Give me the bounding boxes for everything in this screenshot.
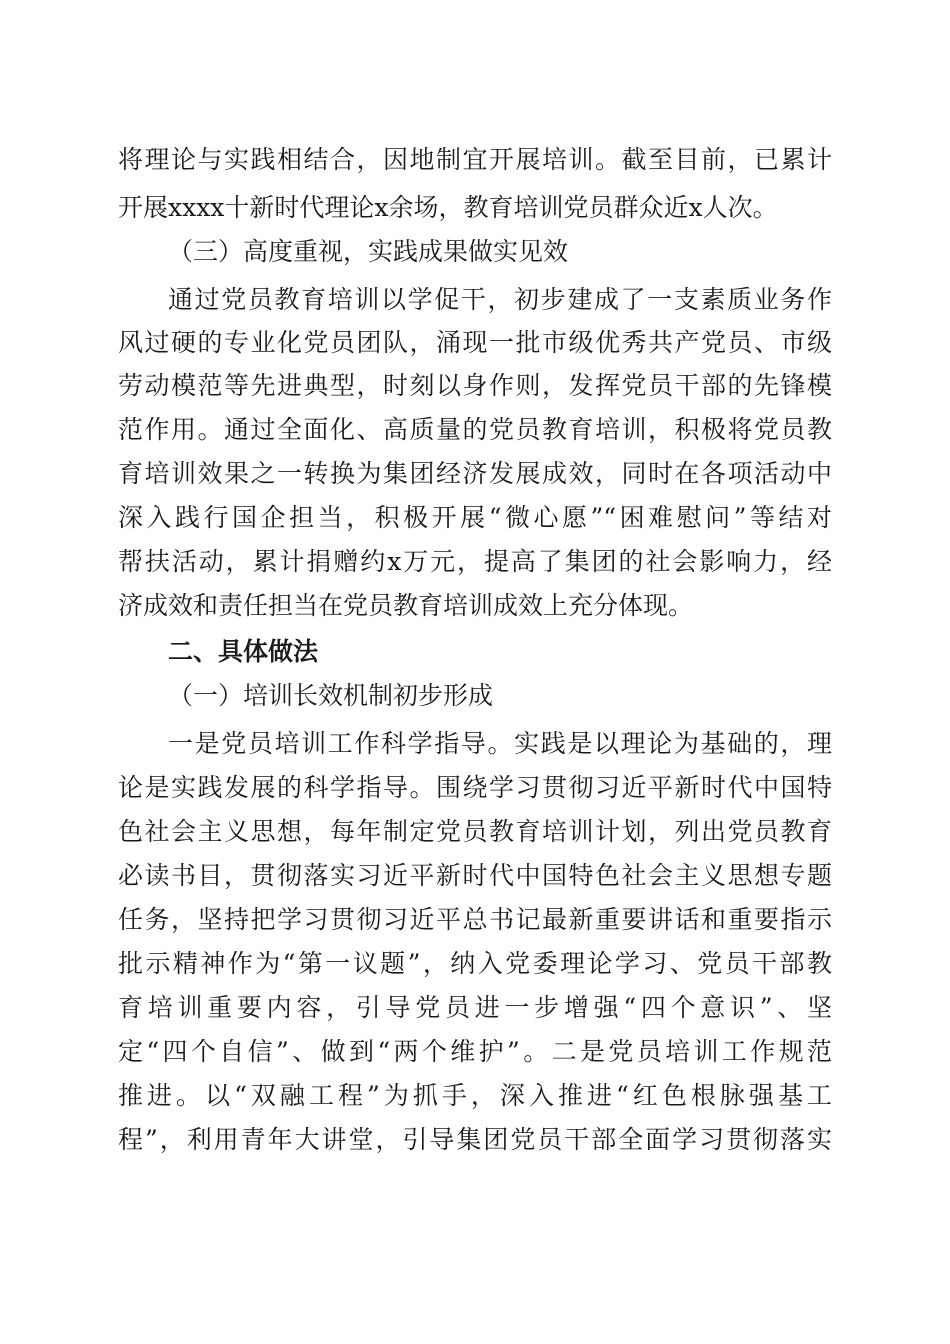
section-1-line-9: 推进。以“双融工程”为抓手，深入推进“红色根脉强基工: [118, 1081, 832, 1110]
intro-line-2: 开展xxxx十新时代理论x余场，教育培训党员群众近x人次。: [118, 193, 778, 222]
section-3-line-6: 深入践行国企担当，积极开展“微心愿”“困难慰问”等结对: [118, 503, 832, 532]
section-3-line-7: 帮扶活动，累计捐赠约x万元，提高了集团的社会影响力，经: [118, 547, 832, 576]
section-1-line-1: 一是党员培训工作科学指导。实践是以理论为基础的，理: [168, 729, 832, 758]
intro-line-1: 将理论与实践相结合，因地制宜开展培训。截至目前，已累计: [118, 145, 832, 174]
section-3-line-3: 劳动模范等先进典型，时刻以身作则，发挥党员干部的先锋模: [118, 371, 832, 400]
section-3-line-1: 通过党员教育培训以学促干，初步建成了一支素质业务作: [168, 285, 832, 314]
section-1-line-5: 任务，坚持把学习贯彻习近平总书记最新重要讲话和重要指示: [118, 905, 832, 934]
section-1-line-6: 批示精神作为“第一议题”，纳入党委理论学习、党员干部教: [118, 949, 832, 978]
section-1-line-3: 色社会主义思想，每年制定党员教育培训计划，列出党员教育: [118, 817, 832, 846]
section-1-line-4: 必读书目，贯彻落实习近平新时代中国特色社会主义思想专题: [118, 861, 832, 890]
part-2-heading: 二、具体做法: [168, 637, 319, 666]
section-1-heading: （一）培训长效机制初步形成: [168, 681, 494, 710]
section-1-line-7: 育培训重要内容，引导党员进一步增强“四个意识”、坚: [118, 993, 832, 1022]
section-3-line-2: 风过硬的专业化党员团队，涌现一批市级优秀共产党员、市级: [118, 328, 832, 357]
section-3-heading: （三）高度重视，实践成果做实见效: [168, 237, 569, 266]
section-3-line-4: 范作用。通过全面化、高质量的党员教育培训，积极将党员教: [118, 415, 832, 444]
section-1-line-2: 论是实践发展的科学指导。围绕学习贯彻习近平新时代中国特: [118, 773, 832, 802]
section-1-line-8: 定“四个自信”、做到“两个维护”。二是党员培训工作规范: [118, 1037, 832, 1066]
section-1-line-10: 程”，利用青年大讲堂，引导集团党员干部全面学习贯彻落实: [118, 1125, 832, 1154]
section-3-line-8: 济成效和责任担当在党员教育培训成效上充分体现。: [118, 591, 694, 620]
section-3-line-5: 育培训效果之一转换为集团经济发展成效，同时在各项活动中: [118, 459, 832, 488]
